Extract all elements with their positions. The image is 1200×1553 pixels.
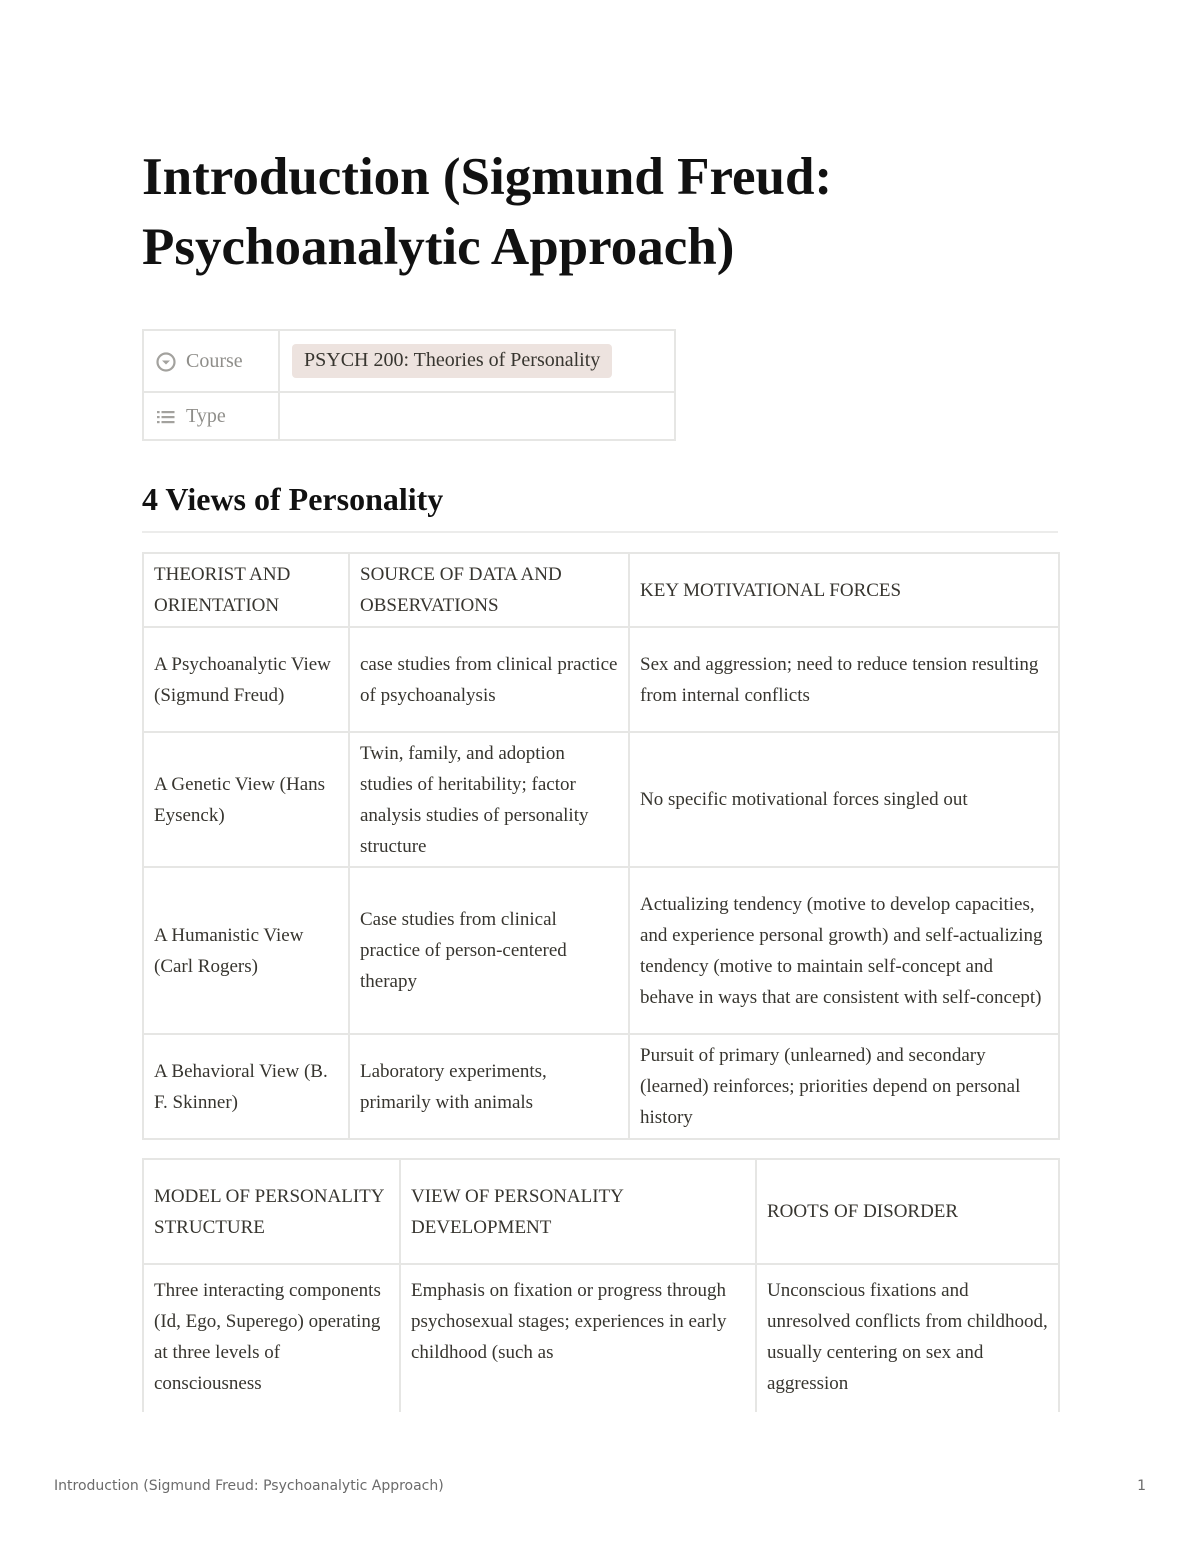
table-header-cell: SOURCE OF DATA AND OBSERVATIONS [349, 553, 629, 627]
structure-table [142, 1158, 1060, 1412]
table-header-cell: VIEW OF PERSONALITY DEVELOPMENT [400, 1159, 756, 1264]
type-label: Type [186, 404, 226, 427]
table-header-cell: ROOTS OF DISORDER [756, 1159, 1059, 1264]
section-heading: 4 Views of Personality [142, 481, 444, 517]
page-title: Introduction (Sigmund Freud: Psychoanalytic Approach) [142, 148, 833, 276]
table-cell: Actualizing tendency (motive to develop capacities, and experience personal growth) and self-actualizing tendency (motive to maintain self-concept and behave in ways that are consistent with self-concept) [629, 867, 1059, 1034]
table-cell: Laboratory experiments, primarily with animals [349, 1034, 629, 1139]
table-row [143, 1264, 1059, 1412]
table-cell: Twin, family, and adoption studies of heritability; factor analysis studies of personality structure [349, 732, 629, 867]
table-cell: Case studies from clinical practice of person-centered therapy [349, 867, 629, 1034]
table-cell: A Genetic View (Hans Eysenck) [143, 732, 349, 867]
table-header-row [143, 1159, 1059, 1264]
page-number: 1 [1137, 1478, 1146, 1494]
table-cell: A Psychoanalytic View (Sigmund Freud) [143, 627, 349, 732]
table-cell: Sex and aggression; need to reduce tension resulting from internal conflicts [629, 627, 1059, 732]
course-tag[interactable]: PSYCH 200: Theories of Personality [292, 344, 612, 378]
table-cell: Emphasis on fixation or progress through psychosexual stages; experiences in early childhood (such as [400, 1264, 756, 1412]
course-label: Course [186, 349, 243, 372]
table-cell: A Behavioral View (B. F. Skinner) [143, 1034, 349, 1139]
table-cell: A Humanistic View (Carl Rogers) [143, 867, 349, 1034]
table-header-cell: THEORIST AND ORIENTATION [143, 553, 349, 627]
table-cell: Three interacting components (Id, Ego, Superego) operating at three levels of consciousness [143, 1264, 400, 1412]
table-cell: No specific motivational forces singled out [629, 732, 1059, 867]
table-cell: case studies from clinical practice of psychoanalysis [349, 627, 629, 732]
table-cell: Pursuit of primary (unlearned) and secondary (learned) reinforces; priorities depend on personal history [629, 1034, 1059, 1139]
page-footer-title: Introduction (Sigmund Freud: Psychoanalytic Approach) [54, 1478, 444, 1494]
table-header-cell: MODEL OF PERSONALITY STRUCTURE [143, 1159, 400, 1264]
table-cell: Unconscious fixations and unresolved conflicts from childhood, usually centering on sex and aggression [756, 1264, 1059, 1412]
table-header-cell: KEY MOTIVATIONAL FORCES [629, 553, 1059, 627]
